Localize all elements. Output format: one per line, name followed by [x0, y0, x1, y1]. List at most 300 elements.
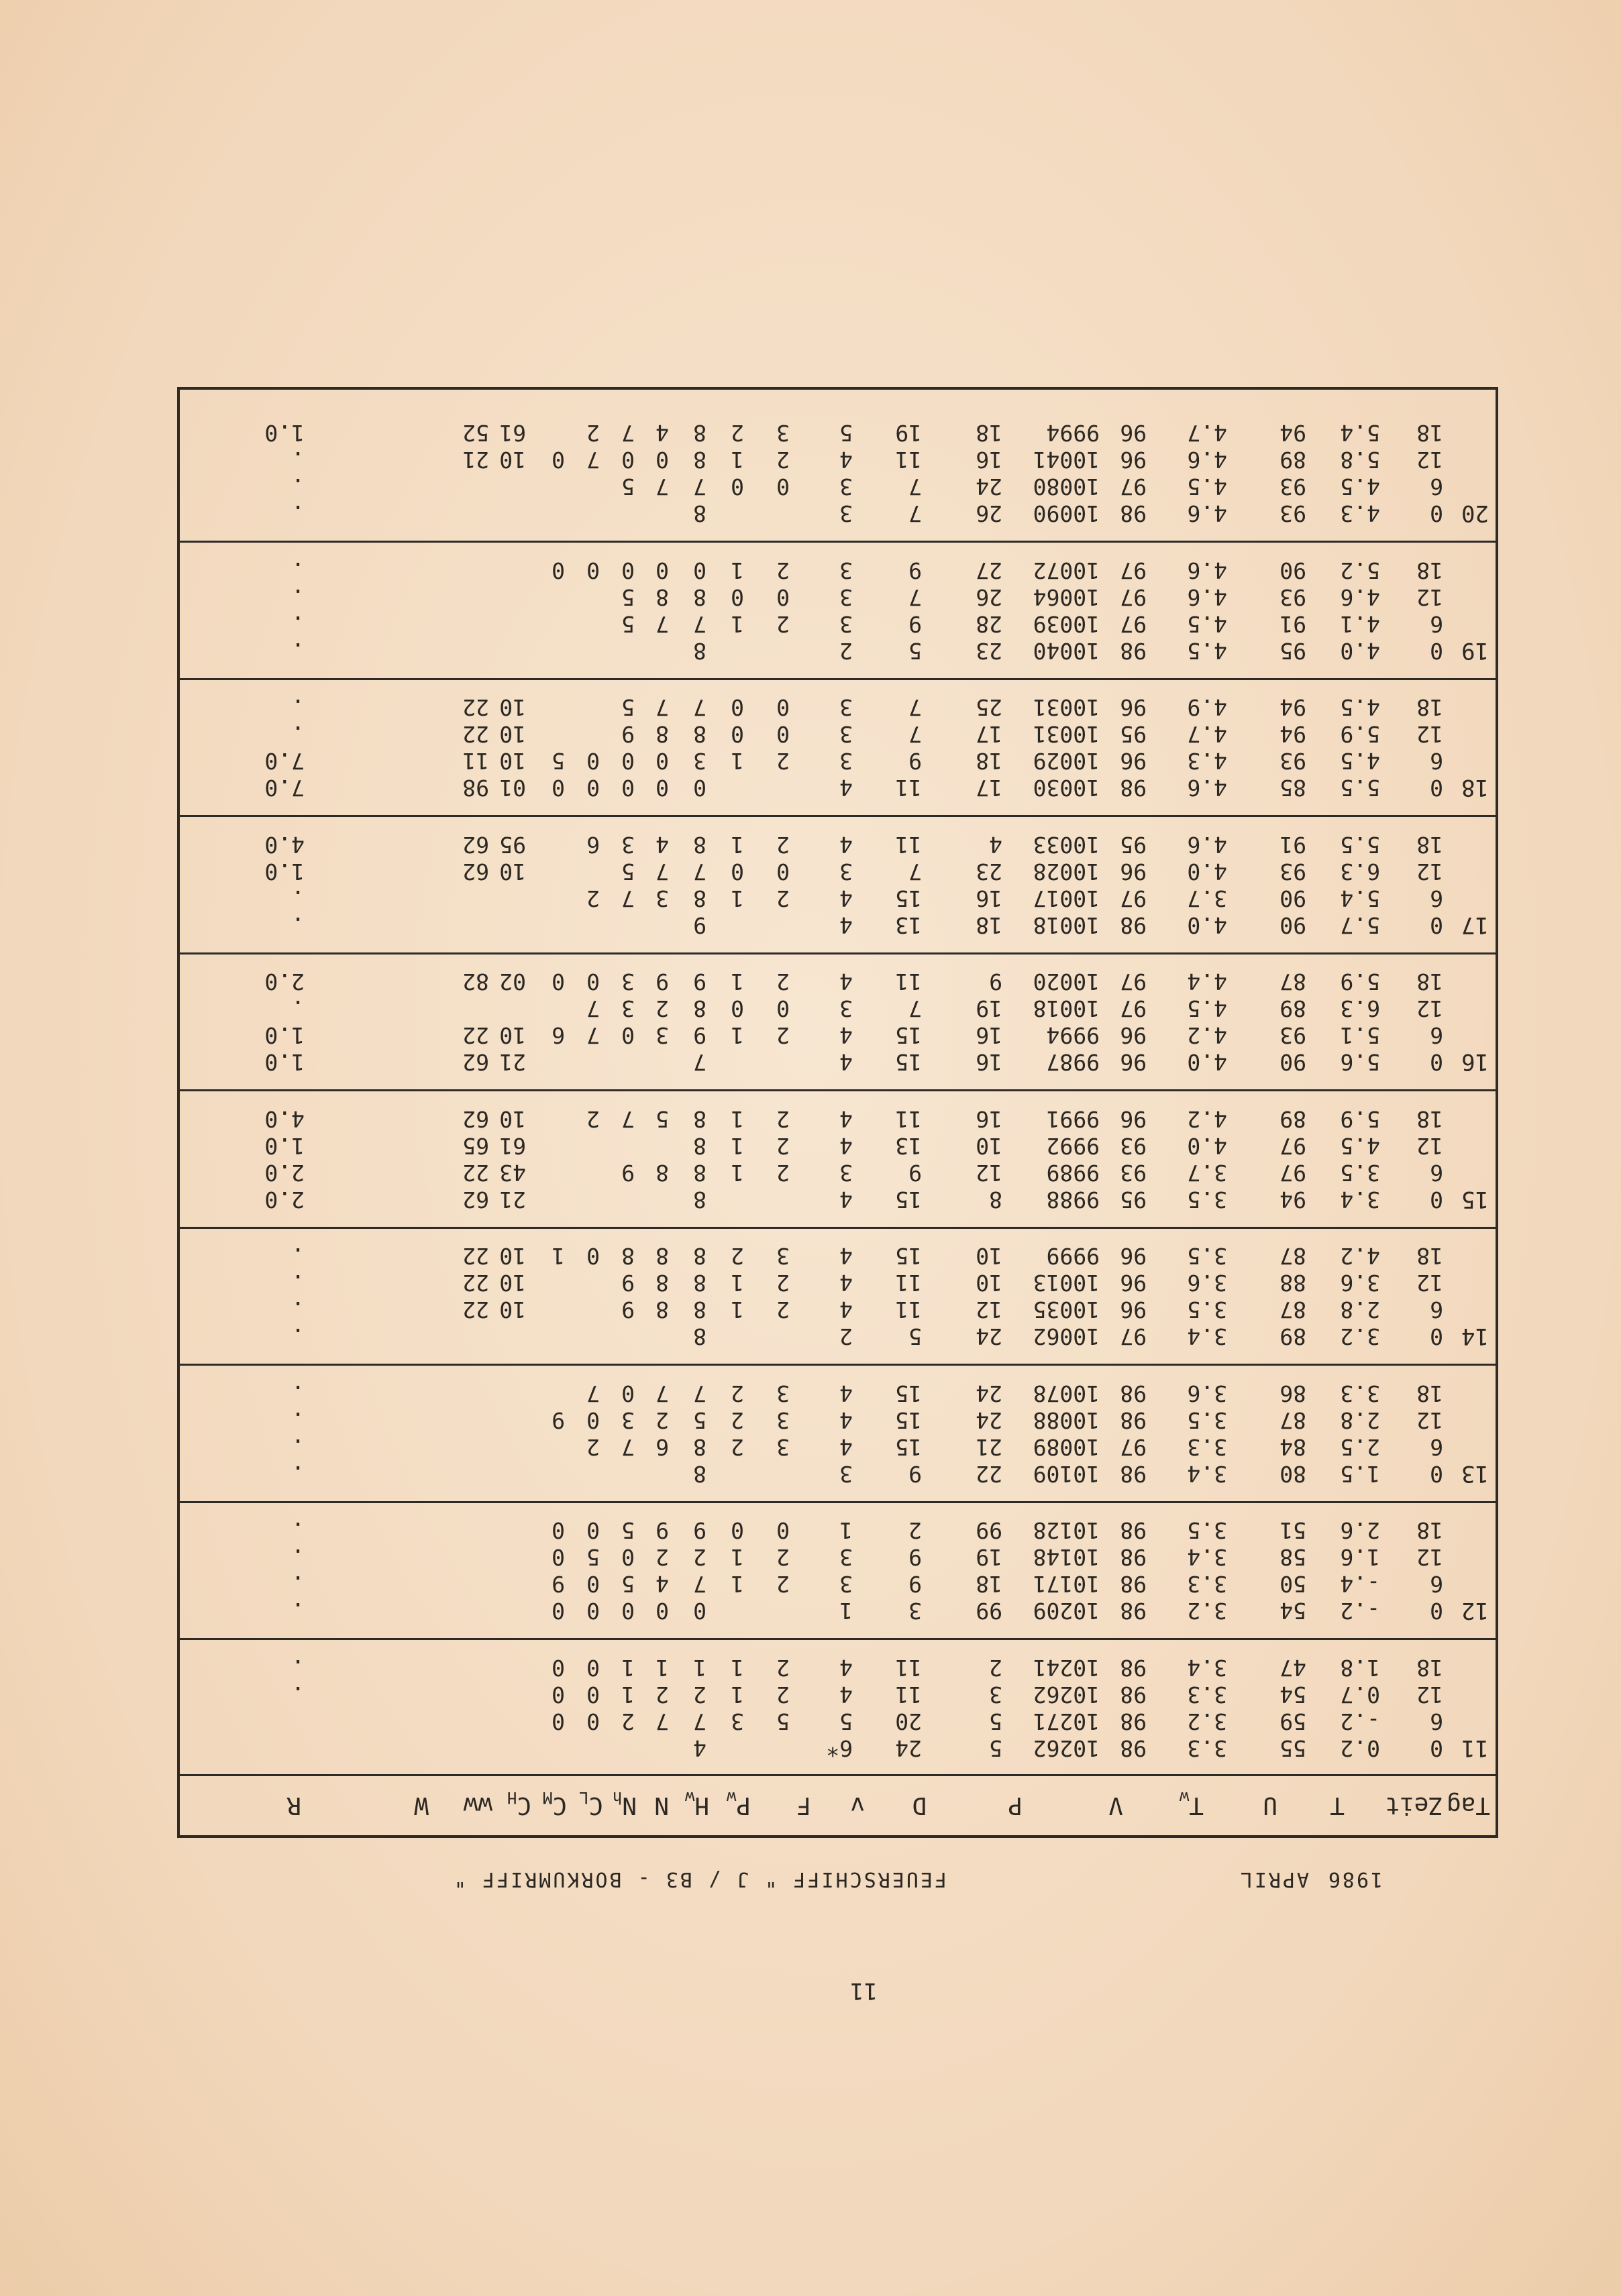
day-separator-line — [180, 816, 1496, 818]
table-cell: 6 — [1430, 748, 1443, 775]
table-cell: 98 — [1120, 1682, 1147, 1708]
table-cell: 10033 — [1033, 832, 1100, 858]
table-cell: 3.5 — [1340, 1160, 1380, 1186]
table-cell: 5 — [908, 638, 922, 664]
table-cell: 6* — [826, 1735, 853, 1761]
table-cell: 9 — [656, 1517, 669, 1544]
table-row — [180, 637, 1496, 664]
table-cell: 0 — [776, 1517, 790, 1544]
table-cell: 1 — [731, 1160, 744, 1186]
table-cell: 9 — [908, 1544, 922, 1571]
table-cell: 96 — [1120, 1243, 1147, 1270]
table-cell: 4 — [839, 1297, 853, 1323]
table-cell: 9 — [908, 1160, 922, 1186]
table-cell: 5 — [989, 1735, 1002, 1761]
table-cell: . — [291, 1571, 305, 1598]
table-cell: 3 — [839, 748, 853, 775]
table-cell: . — [291, 1297, 305, 1323]
table-cell: 10030 — [1033, 775, 1100, 802]
table-cell: 3.3 — [1187, 1682, 1227, 1708]
table-cell: 95 — [499, 832, 526, 858]
table-cell: 54 — [1279, 1682, 1306, 1708]
table-cell: 1 — [731, 447, 744, 474]
table-cell: 0 — [586, 557, 600, 584]
table-cell: 11 — [895, 969, 922, 995]
table-cell: 97 — [1120, 611, 1147, 637]
table-cell: 1 — [731, 832, 744, 858]
table-cell: 9 — [656, 969, 669, 995]
table-cell: 7 — [621, 1106, 635, 1132]
table-cell: 22 — [462, 1243, 489, 1270]
table-cell: 8 — [693, 447, 707, 474]
table-cell: . — [291, 1544, 305, 1571]
table-cell: 3.3 — [1187, 1571, 1227, 1598]
table-cell: 7 — [693, 1708, 707, 1735]
table-cell: . — [291, 500, 305, 527]
table-cell: . — [291, 611, 305, 637]
table-row — [180, 420, 1496, 447]
table-row — [180, 1105, 1496, 1132]
table-cell: 2 — [693, 1682, 707, 1708]
table-cell: 3 — [621, 995, 635, 1022]
table-cell: 0 — [776, 995, 790, 1022]
table-cell: 10017 — [1033, 885, 1100, 912]
table-cell: 18 — [1416, 420, 1443, 447]
table-cell: 85 — [1279, 775, 1306, 802]
table-cell: 91 — [1279, 832, 1306, 858]
table-cell: 4 — [839, 1434, 853, 1460]
table-cell: 10 — [499, 447, 526, 474]
table-cell: 12 — [1416, 584, 1443, 610]
table-cell: . — [291, 694, 305, 721]
table-cell: 12 — [1416, 1133, 1443, 1159]
table-cell: 7 — [908, 859, 922, 885]
table-cell: 8 — [693, 1160, 707, 1186]
table-cell: 7 — [656, 694, 669, 721]
table-cell: 1.0 — [264, 1049, 305, 1076]
table-cell: 90 — [1279, 1049, 1306, 1076]
table-cell: 8 — [656, 1160, 669, 1186]
table-cell: 54 — [1279, 1598, 1306, 1625]
table-cell: 9987 — [1046, 1049, 1100, 1076]
table-cell: 15 — [895, 1243, 922, 1270]
table-cell: 8 — [693, 995, 707, 1022]
table-cell: 8 — [693, 500, 707, 527]
table-cell: 2 — [776, 832, 790, 858]
table-cell: 10039 — [1033, 611, 1100, 637]
table-cell: 96 — [1120, 748, 1147, 775]
table-row — [180, 1544, 1496, 1571]
table-cell: 5 — [621, 1571, 635, 1598]
table-cell: 0 — [586, 1407, 600, 1433]
table-row — [180, 1270, 1496, 1297]
table-cell: 0 — [656, 1598, 669, 1625]
table-cell: 88 — [1279, 1270, 1306, 1297]
table-cell: 1 — [731, 1297, 744, 1323]
day-separator-line — [180, 678, 1496, 680]
table-cell: 96 — [1120, 1270, 1147, 1297]
table-cell: -.4 — [1340, 1571, 1380, 1598]
table-cell: 0 — [552, 447, 565, 474]
table-cell: 0 — [776, 474, 790, 500]
table-cell: 1.0 — [264, 420, 305, 447]
table-cell: 0 — [586, 1517, 600, 1544]
table-cell: 93 — [1120, 1160, 1147, 1186]
table-cell: 24 — [895, 1735, 922, 1761]
table-cell: 95 — [1120, 1187, 1147, 1213]
table-cell: 0 — [656, 447, 669, 474]
table-cell: 58 — [1279, 1544, 1306, 1571]
col-head-pw: $P_w$ — [726, 1788, 751, 1819]
table-cell: 7 — [693, 1571, 707, 1598]
table-cell: 11 — [895, 775, 922, 802]
table-cell: 1 — [731, 969, 744, 995]
table-cell: 0 — [552, 969, 565, 995]
table-cell: 4 — [839, 1187, 853, 1213]
table-cell: 86 — [1279, 1380, 1306, 1407]
table-cell: 4 — [839, 1407, 853, 1433]
day-number: 12 — [1461, 1597, 1489, 1625]
table-cell: 4 — [839, 885, 853, 912]
table-cell: 98 — [1120, 1708, 1147, 1735]
table-cell: 5 — [908, 1323, 922, 1350]
table-cell: 10 — [499, 721, 526, 748]
table-cell: 0 — [731, 995, 744, 1022]
table-cell: 3 — [776, 420, 790, 447]
table-cell: 8 — [621, 1243, 635, 1270]
table-cell: 96 — [1120, 1022, 1147, 1049]
table-cell: 10062 — [1033, 1323, 1100, 1350]
table-cell: 7.0 — [264, 775, 305, 802]
table-cell: 90 — [1279, 912, 1306, 938]
table-cell: 10262 — [1033, 1735, 1100, 1761]
table-cell: 96 — [1120, 1049, 1147, 1076]
table-cell: 0 — [552, 1655, 565, 1681]
table-cell: 2 — [839, 638, 853, 664]
table-cell: 1 — [552, 1243, 565, 1270]
table-cell: 8 — [656, 1270, 669, 1297]
table-cell: 0 — [552, 1598, 565, 1625]
table-cell: 18 — [976, 748, 1002, 775]
table-cell: 4.5 — [1187, 611, 1227, 637]
table-row — [180, 1571, 1496, 1598]
table-cell: 25 — [976, 694, 1002, 721]
col-head-f: F — [796, 1792, 811, 1819]
table-cell: 0 — [776, 584, 790, 610]
table-cell: 10040 — [1033, 638, 1100, 664]
table-cell: 7 — [908, 584, 922, 610]
table-cell: 93 — [1279, 474, 1306, 500]
table-cell: 7 — [586, 1022, 600, 1049]
table-cell: 9994 — [1046, 420, 1100, 447]
table-cell: 13 — [895, 1133, 922, 1159]
table-cell: 93 — [1279, 1022, 1306, 1049]
col-head-nh: $N_h$ — [612, 1788, 637, 1819]
table-cell: 65 — [462, 1133, 489, 1159]
table-cell: 18 — [1416, 1517, 1443, 1544]
table-cell: 96 — [1120, 694, 1147, 721]
table-cell: 99 — [976, 1517, 1002, 1544]
table-cell: 8 — [656, 1243, 669, 1270]
table-cell: 4.5 — [1340, 474, 1380, 500]
table-cell: 0 — [586, 748, 600, 775]
table-cell: 0 — [1430, 1598, 1443, 1625]
table-cell: . — [291, 912, 305, 938]
table-cell: . — [291, 638, 305, 664]
table-cell: 55 — [1279, 1735, 1306, 1761]
table-cell: 1 — [656, 1655, 669, 1681]
table-cell: 9989 — [1046, 1160, 1100, 1186]
table-cell: 20 — [895, 1708, 922, 1735]
table-cell: 0 — [731, 584, 744, 610]
table-cell: 0 — [586, 1655, 600, 1681]
table-cell: 11 — [895, 832, 922, 858]
table-cell: 19 — [895, 420, 922, 447]
table-cell: 1.0 — [264, 1133, 305, 1159]
table-cell: 98 — [462, 775, 489, 802]
table-cell: 4.6 — [1187, 584, 1227, 610]
table-cell: 1 — [731, 1571, 744, 1598]
table-cell: 0 — [776, 694, 790, 721]
table-cell: 10128 — [1033, 1517, 1100, 1544]
table-row — [180, 748, 1496, 775]
table-cell: 5.5 — [1340, 832, 1380, 858]
table-cell: 16 — [976, 885, 1002, 912]
table-cell: 95 — [1279, 638, 1306, 664]
table-cell: 3 — [731, 1708, 744, 1735]
table-row — [180, 995, 1496, 1022]
table-cell: 95 — [1120, 832, 1147, 858]
table-cell: 87 — [1279, 1407, 1306, 1433]
table-cell: 2 — [731, 1243, 744, 1270]
table-cell: 9 — [693, 912, 707, 938]
day-number: 20 — [1461, 500, 1489, 527]
table-row — [180, 1654, 1496, 1681]
table-cell: 10 — [976, 1270, 1002, 1297]
table-cell: 2 — [776, 1682, 790, 1708]
table-cell: 5.4 — [1340, 885, 1380, 912]
table-cell: 4.6 — [1187, 557, 1227, 584]
table-cell: 7 — [586, 995, 600, 1022]
table-cell: 97 — [1120, 885, 1147, 912]
table-cell: 62 — [462, 1187, 489, 1213]
table-row — [180, 474, 1496, 500]
table-cell: 9 — [693, 969, 707, 995]
table-cell: 97 — [1279, 1133, 1306, 1159]
table-cell: 2 — [776, 611, 790, 637]
table-cell: . — [291, 1434, 305, 1460]
table-cell: 3 — [839, 694, 853, 721]
table-cell: 18 — [1416, 1106, 1443, 1132]
table-cell: 98 — [1120, 1461, 1147, 1487]
day-number: 18 — [1461, 774, 1489, 802]
table-cell: 24 — [976, 1407, 1002, 1433]
table-cell: 4.7 — [1187, 721, 1227, 748]
table-cell: 10271 — [1033, 1708, 1100, 1735]
table-cell: 8 — [693, 1270, 707, 1297]
table-cell: 16 — [976, 1022, 1002, 1049]
table-cell: 12 — [1416, 721, 1443, 748]
table-cell: . — [291, 1598, 305, 1625]
table-cell: 3 — [693, 748, 707, 775]
table-cell: 0 — [586, 1598, 600, 1625]
table-cell: 9991 — [1046, 1106, 1100, 1132]
table-cell: 1.0 — [264, 859, 305, 885]
table-cell: 22 — [462, 1297, 489, 1323]
table-cell: 12 — [1416, 1544, 1443, 1571]
table-cell: . — [291, 1243, 305, 1270]
table-row — [180, 1022, 1496, 1049]
table-cell: 12 — [976, 1297, 1002, 1323]
table-cell: 2.0 — [264, 1187, 305, 1213]
col-head-tag: Tag — [1446, 1792, 1490, 1819]
table-cell: 2 — [731, 1434, 744, 1460]
col-head-p: P — [1008, 1792, 1023, 1819]
table-cell: 4.0 — [1187, 1133, 1227, 1159]
table-cell: 6 — [1430, 474, 1443, 500]
table-cell: 18 — [1416, 1380, 1443, 1407]
table-cell: 17 — [976, 721, 1002, 748]
table-cell: 5 — [621, 584, 635, 610]
table-cell: 2 — [776, 969, 790, 995]
table-cell: 9 — [908, 748, 922, 775]
table-cell: 5 — [839, 1708, 853, 1735]
table-cell: 2 — [586, 1106, 600, 1132]
table-cell: 18 — [1416, 1655, 1443, 1681]
table-cell: 10064 — [1033, 584, 1100, 610]
table-cell: 9 — [621, 1297, 635, 1323]
table-row — [180, 969, 1496, 995]
table-cell: . — [291, 1323, 305, 1350]
table-cell: 5.2 — [1340, 557, 1380, 584]
table-cell: 9994 — [1046, 1022, 1100, 1049]
table-cell: 2.5 — [1340, 1434, 1380, 1460]
table-cell: 4.5 — [1187, 638, 1227, 664]
table-cell: 8 — [693, 1323, 707, 1350]
table-cell: 51 — [1279, 1517, 1306, 1544]
table-cell: 4 — [839, 447, 853, 474]
table-cell: 11 — [895, 1297, 922, 1323]
col-head-v: V — [1108, 1792, 1123, 1819]
table-cell: 10090 — [1033, 500, 1100, 527]
table-cell: 0 — [621, 1380, 635, 1407]
table-cell: 4.6 — [1187, 832, 1227, 858]
table-cell: 4 — [839, 1022, 853, 1049]
table-cell: 21 — [976, 1434, 1002, 1460]
table-cell: 3 — [839, 1160, 853, 1186]
table-row — [180, 1598, 1496, 1625]
table-cell: 2 — [776, 885, 790, 912]
table-cell: 3.2 — [1187, 1708, 1227, 1735]
table-row — [180, 1132, 1496, 1159]
col-head-cl: $C_L$ — [578, 1788, 603, 1819]
table-cell: 97 — [1279, 1160, 1306, 1186]
table-cell: 3.3 — [1187, 1735, 1227, 1761]
table-cell: 5 — [693, 1407, 707, 1433]
table-cell: 22 — [462, 721, 489, 748]
table-cell: 6 — [1430, 1022, 1443, 1049]
table-cell: 5 — [656, 1106, 669, 1132]
table-cell: 7 — [693, 611, 707, 637]
table-cell: 4 — [839, 1106, 853, 1132]
table-cell: 8 — [656, 721, 669, 748]
table-row — [180, 1380, 1496, 1407]
table-cell: . — [291, 584, 305, 610]
table-cell: 7 — [908, 995, 922, 1022]
table-cell: 8 — [693, 1106, 707, 1132]
table-cell: 2.8 — [1340, 1297, 1380, 1323]
col-head-ch: $C_H$ — [507, 1788, 531, 1819]
table-cell: 5 — [621, 1517, 635, 1544]
table-cell: 9 — [989, 969, 1002, 995]
weather-table — [177, 387, 1498, 1838]
table-cell: 3 — [776, 1407, 790, 1433]
table-cell: 3.3 — [1187, 1434, 1227, 1460]
table-cell: 7 — [656, 474, 669, 500]
table-cell: . — [291, 1682, 305, 1708]
table-cell: 5.9 — [1340, 1106, 1380, 1132]
table-cell: 3 — [656, 885, 669, 912]
table-cell: -.2 — [1340, 1598, 1380, 1625]
table-cell: 3.7 — [1187, 885, 1227, 912]
table-cell: 7 — [693, 1380, 707, 1407]
table-cell: 91 — [1279, 611, 1306, 637]
table-cell: 1 — [621, 1655, 635, 1681]
table-cell: 9988 — [1046, 1187, 1100, 1213]
table-cell: 62 — [462, 859, 489, 885]
table-cell: 98 — [1120, 1407, 1147, 1433]
table-cell: 4.5 — [1187, 995, 1227, 1022]
table-cell: 10241 — [1033, 1655, 1100, 1681]
table-cell: 15 — [895, 1022, 922, 1049]
table-cell: 62 — [462, 1106, 489, 1132]
table-cell: 4.5 — [1340, 748, 1380, 775]
day-separator-line — [180, 1090, 1496, 1092]
table-cell: 62 — [462, 832, 489, 858]
table-cell: 4 — [839, 1049, 853, 1076]
table-cell: 87 — [1279, 969, 1306, 995]
table-cell: 15 — [895, 1407, 922, 1433]
table-cell: 10 — [499, 748, 526, 775]
table-cell: 3.4 — [1187, 1655, 1227, 1681]
table-cell: 10041 — [1033, 447, 1100, 474]
table-cell: 2 — [656, 1682, 669, 1708]
day-separator-line — [180, 1501, 1496, 1503]
table-cell: 2 — [621, 1708, 635, 1735]
table-cell: 21 — [462, 447, 489, 474]
table-cell: 97 — [1120, 969, 1147, 995]
table-cell: 0 — [1430, 912, 1443, 938]
table-cell: 3 — [989, 1682, 1002, 1708]
table-cell: 3 — [621, 1407, 635, 1433]
day-number: 11 — [1461, 1735, 1489, 1761]
table-cell: 5.7 — [1340, 912, 1380, 938]
table-cell: 0 — [693, 1598, 707, 1625]
table-cell: 8 — [693, 420, 707, 447]
table-cell: 22 — [462, 1270, 489, 1297]
table-cell: 52 — [462, 420, 489, 447]
table-cell: 93 — [1279, 859, 1306, 885]
table-cell: 11 — [895, 1106, 922, 1132]
table-cell: 10 — [499, 1022, 526, 1049]
table-cell: 0 — [621, 1022, 635, 1049]
table-cell: 5 — [621, 694, 635, 721]
table-cell: 12 — [1416, 447, 1443, 474]
table-cell: 89 — [1279, 1323, 1306, 1350]
table-cell: 8 — [656, 584, 669, 610]
table-cell: 5.6 — [1340, 1049, 1380, 1076]
table-cell: 0 — [552, 1517, 565, 1544]
